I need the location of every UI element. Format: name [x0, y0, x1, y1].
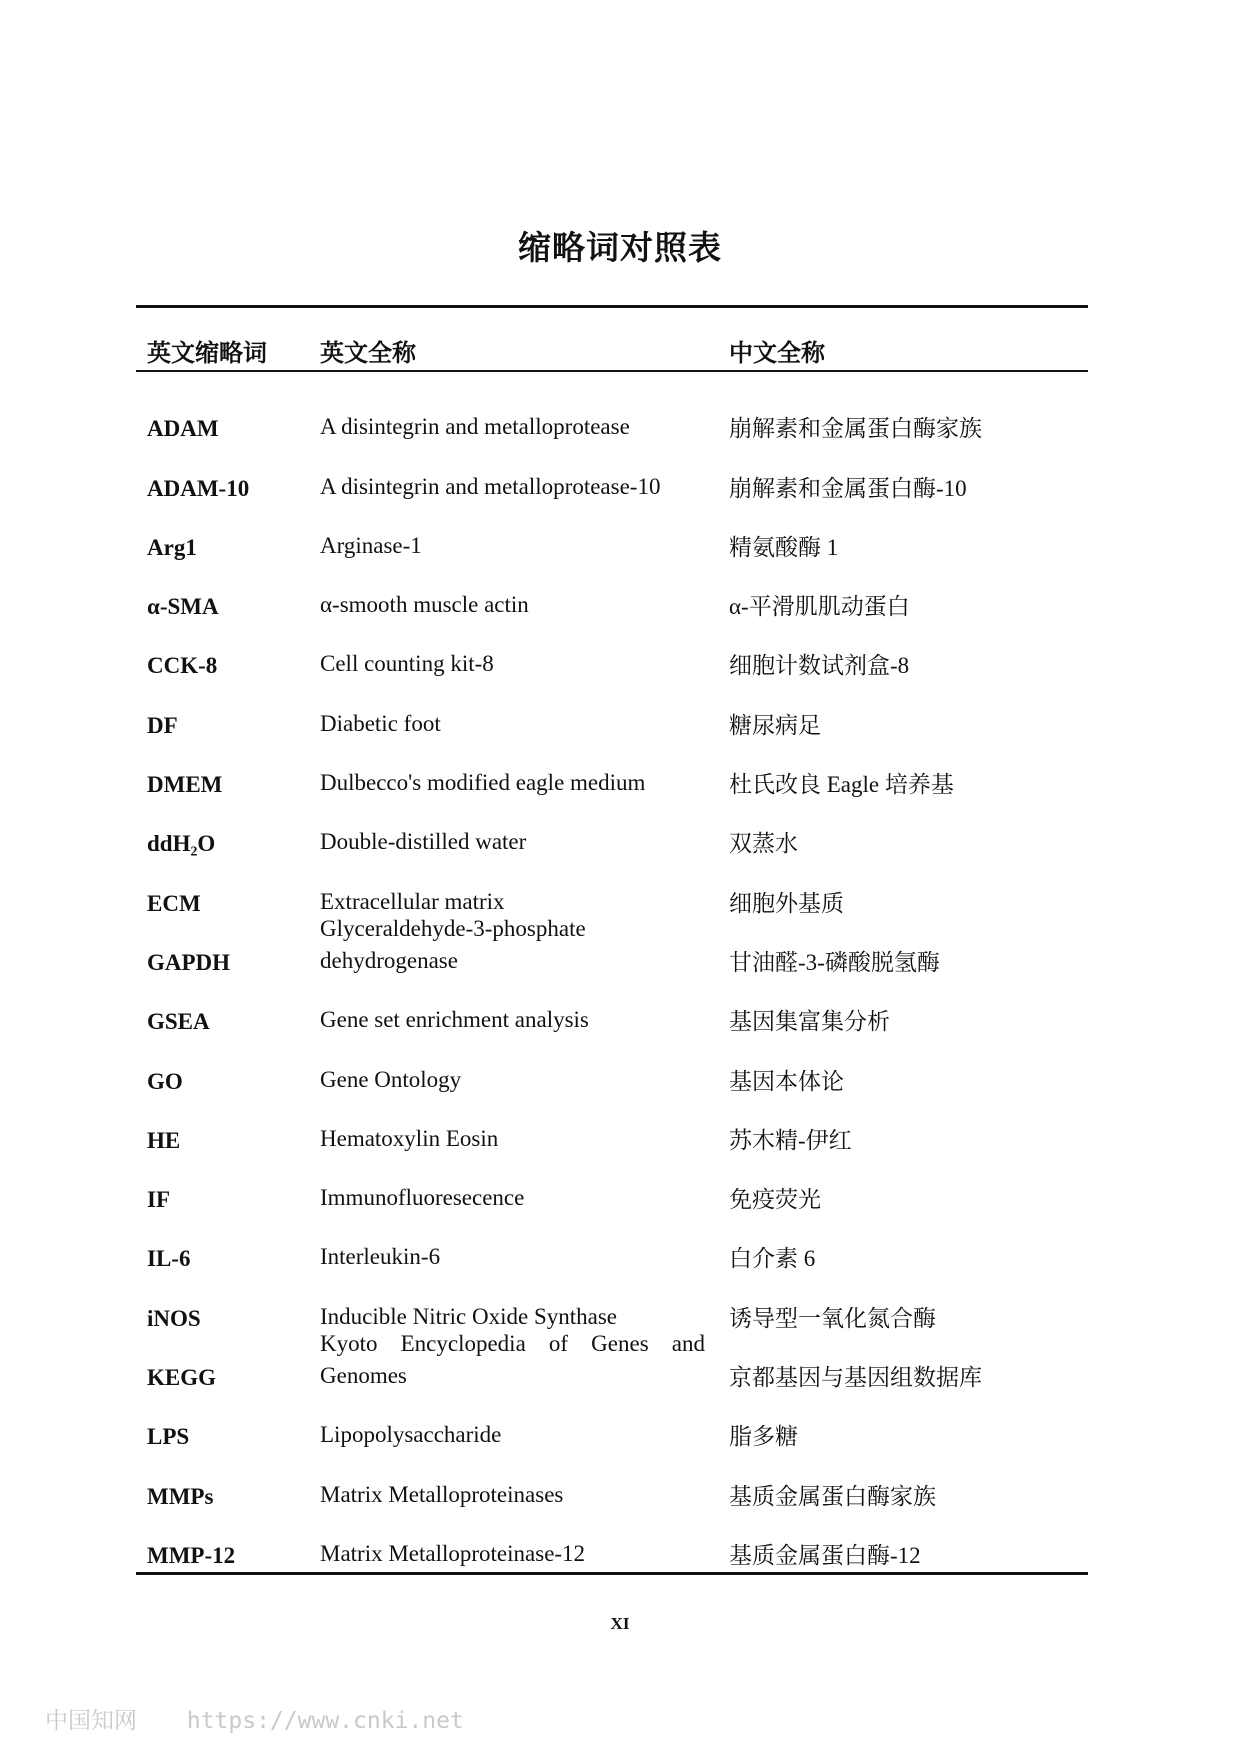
abbreviation-cell: CCK-8 [147, 653, 218, 679]
english-name-cell: Lipopolysaccharide [320, 1422, 502, 1448]
header-abbreviation: 英文缩略词 [147, 341, 267, 367]
watermark-url: https://www.cnki.net [186, 1708, 464, 1734]
table-row [0, 1047, 1240, 1106]
abbreviation-cell: LPS [147, 1424, 190, 1450]
table-row [0, 691, 1240, 750]
table-row [0, 514, 1240, 573]
table-top-rule [136, 305, 1088, 308]
abbreviation-cell: DMEM [147, 772, 223, 798]
table-row [0, 1107, 1240, 1166]
chinese-name-cell: 白介素 6 [729, 1246, 816, 1272]
table-bottom-rule [136, 1572, 1088, 1575]
english-name-cell: Gene Ontology [320, 1066, 462, 1092]
chinese-name-cell: 京都基因与基因组数据库 [729, 1365, 982, 1391]
chinese-name-cell: 免疫荧光 [729, 1187, 821, 1213]
english-name-cell: Double-distilled water [320, 829, 527, 855]
english-name-cell: Hematoxylin Eosin [320, 1125, 499, 1151]
abbreviation-cell: ddH₂O [147, 831, 216, 857]
abbreviation-cell: KEGG [147, 1365, 217, 1391]
english-name-cell: Inducible Nitric Oxide Synthase [320, 1303, 618, 1329]
chinese-name-cell: 诱导型一氧化氮合酶 [729, 1305, 936, 1331]
table-row [0, 454, 1240, 513]
english-name-cell: Kyoto Encyclopedia of Genes and Genomes [320, 1331, 705, 1389]
table-row [0, 988, 1240, 1047]
abbreviation-cell: GO [147, 1068, 183, 1094]
chinese-name-cell: 基因集富集分析 [729, 1009, 890, 1035]
abbreviation-cell: IL-6 [147, 1246, 191, 1272]
abbreviation-cell: GAPDH [147, 949, 231, 975]
english-name-cell: Matrix Metalloproteinases [320, 1481, 564, 1507]
abbreviation-cell: MMPs [147, 1483, 214, 1509]
abbreviation-cell: ECM [147, 890, 201, 916]
table-row [0, 1462, 1240, 1521]
english-name-cell: Cell counting kit-8 [320, 651, 494, 677]
abbreviation-cell: α-SMA [147, 594, 219, 620]
chinese-name-cell: 崩解素和金属蛋白酶-10 [729, 475, 967, 501]
header-english-full-name: 英文全称 [320, 341, 416, 367]
abbreviation-cell: iNOS [147, 1305, 201, 1331]
watermark-name: 中国知网 [45, 1708, 137, 1734]
chinese-name-cell: 崩解素和金属蛋白酶家族 [729, 416, 982, 442]
english-name-cell: A disintegrin and metalloprotease [320, 414, 630, 440]
english-name-cell: Glyceraldehyde-3-phosphate dehydrogenase [320, 915, 586, 973]
table-row [0, 395, 1240, 454]
abbreviation-cell: DF [147, 712, 178, 738]
abbreviation-cell: Arg1 [147, 534, 197, 560]
english-name-cell: Extracellular matrix [320, 888, 505, 914]
chinese-name-cell: 脂多糖 [729, 1424, 798, 1450]
english-name-cell: Arginase-1 [320, 532, 422, 558]
abbreviation-cell: IF [147, 1187, 170, 1213]
table-row [0, 1225, 1240, 1284]
english-name-cell: A disintegrin and metalloprotease-10 [320, 473, 661, 499]
page-title: 缩略词对照表 [518, 231, 722, 267]
chinese-name-cell: 苏木精-伊红 [729, 1127, 852, 1153]
chinese-name-cell: 精氨酸酶 1 [729, 534, 839, 560]
table-row [0, 915, 1240, 988]
table-row [0, 810, 1240, 869]
english-name-cell: Dulbecco's modified eagle medium [320, 770, 646, 796]
chinese-name-cell: 基质金属蛋白酶-12 [729, 1542, 921, 1568]
chinese-name-cell: 双蒸水 [729, 831, 798, 857]
abbreviation-cell: MMP-12 [147, 1542, 236, 1568]
table-row [0, 1403, 1240, 1462]
header-chinese-full-name: 中文全称 [729, 341, 825, 367]
english-name-cell: Immunofluoresecence [320, 1185, 525, 1211]
table-row [0, 573, 1240, 632]
english-name-cell: Matrix Metalloproteinase-12 [320, 1540, 586, 1566]
page-number: XI [610, 1614, 630, 1633]
watermark [45, 1702, 464, 1735]
chinese-name-cell: 基质金属蛋白酶家族 [729, 1483, 936, 1509]
chinese-name-cell: 甘油醛-3-磷酸脱氢酶 [729, 949, 940, 975]
english-name-cell: Gene set enrichment analysis [320, 1007, 589, 1033]
abbreviation-table [0, 395, 1240, 1581]
table-row [0, 751, 1240, 810]
abbreviation-cell: ADAM [147, 416, 219, 442]
table-row [0, 1166, 1240, 1225]
table-row [0, 632, 1240, 691]
table-header-rule [136, 370, 1088, 372]
chinese-name-cell: 细胞计数试剂盒-8 [729, 653, 910, 679]
abbreviation-cell: HE [147, 1127, 181, 1153]
english-name-cell: Diabetic foot [320, 710, 441, 736]
chinese-name-cell: 糖尿病足 [729, 712, 821, 738]
table-header [0, 337, 1240, 371]
chinese-name-cell: 基因本体论 [729, 1068, 844, 1094]
chinese-name-cell: 杜氏改良 Eagle 培养基 [729, 772, 954, 798]
chinese-name-cell: 细胞外基质 [729, 890, 844, 916]
abbreviation-cell: GSEA [147, 1009, 210, 1035]
abbreviation-cell: ADAM-10 [147, 475, 250, 501]
english-name-cell: Interleukin-6 [320, 1244, 441, 1270]
chinese-name-cell: α-平滑肌肌动蛋白 [729, 594, 910, 620]
english-name-cell: α-smooth muscle actin [320, 592, 529, 618]
table-row [0, 1331, 1240, 1403]
